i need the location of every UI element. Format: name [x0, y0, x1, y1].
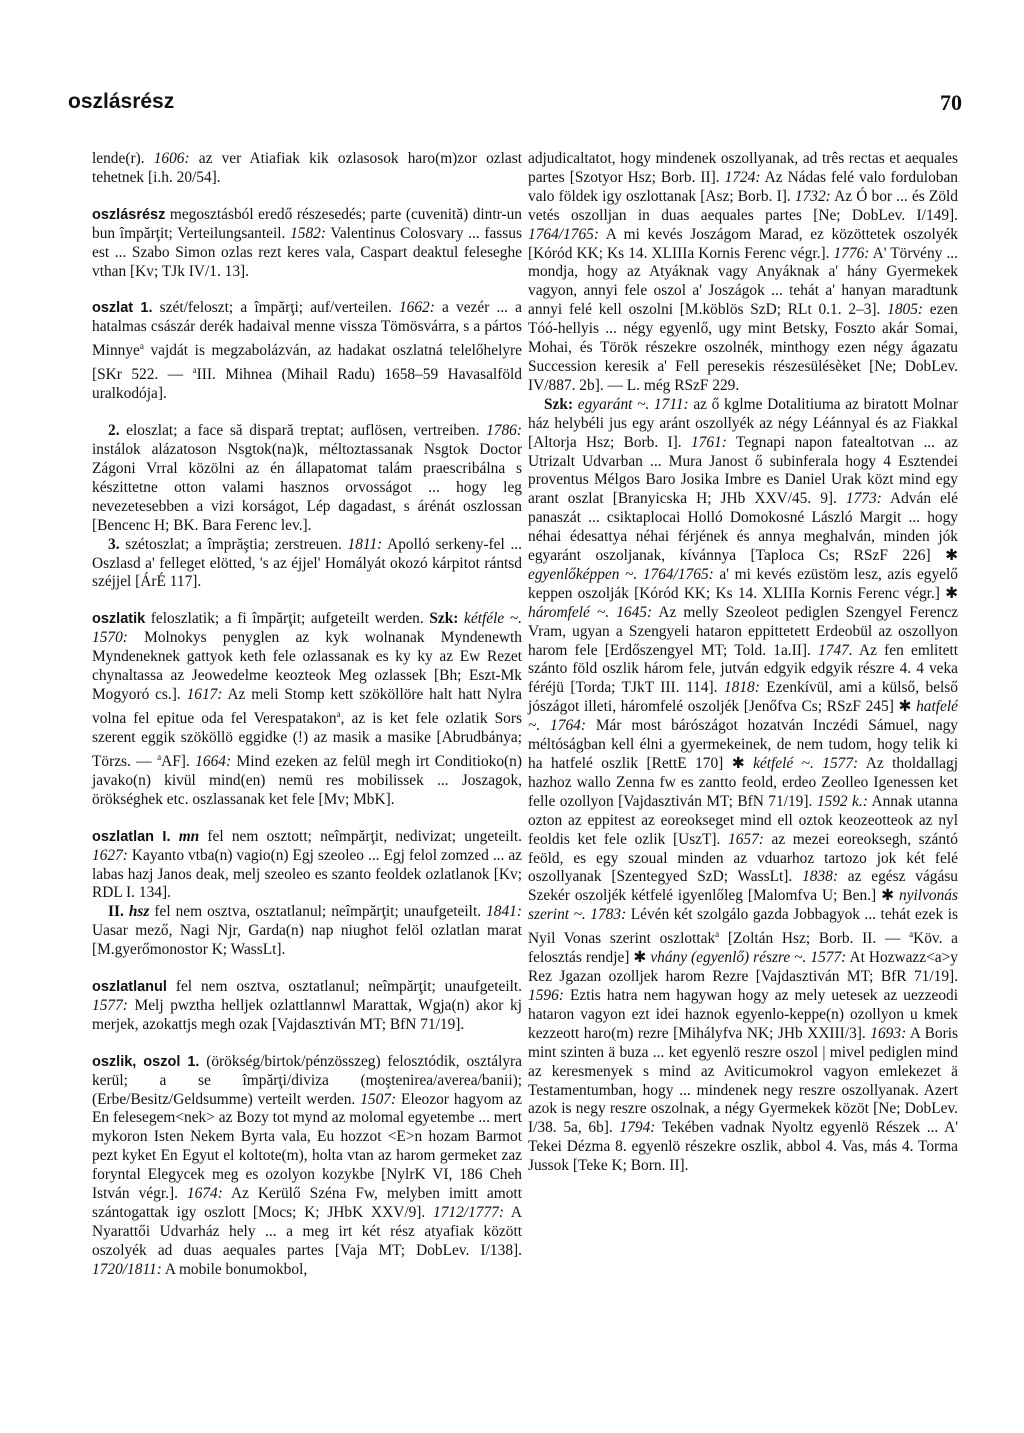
- citation-date: nyilvonás szerint ~.: [528, 887, 958, 924]
- citation-date: 1664:: [195, 752, 232, 770]
- citation-date: 1805:: [887, 301, 924, 319]
- citation-date: vhány (egyenlő) részre ~.: [650, 949, 807, 967]
- part-of-speech: mn: [178, 827, 200, 845]
- citation-date: 1712/1777:: [433, 1204, 504, 1221]
- sense-paragraph: [92, 903, 522, 960]
- entry-text: eloszlat; a face să dispară treptat; auflösen, vertreiben.: [119, 422, 487, 440]
- entry-text: A mobile bonumokbol,: [161, 1260, 308, 1278]
- entry-text: szétoszlat; a împrăştia; zerstreuen.: [119, 535, 348, 553]
- entry-text: Az Kerülő Széna Fw, melyben imitt amott szántogattak igy oszlott [Mocs; K; JHbK XXV/9].: [92, 1185, 522, 1221]
- entry-text: [Zoltán Hsz; Borb. II. —: [719, 930, 910, 948]
- entry-text: szét/feloszt; a împărţi; auf/verteilen.: [152, 299, 399, 317]
- sense-paragraph: [92, 422, 522, 535]
- entry-text: Kayanto vtba(n) vagio(n) Egj szeoleo ... Egj felol zomzed ... az labas hazj Janos deak, melj szeoleo es szanto feoldek ozlatlanok [Kv; RDL I. 134].: [92, 846, 522, 902]
- citation-date: 1693:: [870, 1024, 907, 1042]
- dictionary-entry: [92, 978, 522, 1035]
- citation-date: 1783:: [590, 906, 627, 924]
- footnote-marker: a: [715, 929, 720, 940]
- entry-text: adjudicaltatot, hogy mindenek oszollyanak, ad três rectas et aequales partes [Szotyor Hsz; Borb. II].: [528, 150, 958, 186]
- lemma: oszlatlan I.: [92, 828, 171, 845]
- citation-date: 1570:: [92, 629, 128, 647]
- entry-text: Uasar mező, Nagi Njr, Garda(n) nap niughot felöl ozlatlan marat [M.gyerőmonostor K; WassLt].: [92, 922, 522, 959]
- entry-text: Annak utanna ozton az eppitest az eoreokseget mind ell oztok keozeotteok az nyl feoldis ket fele ozlik [UszT].: [528, 792, 959, 848]
- citation-date: 1811:: [347, 535, 383, 553]
- entry-text: Tekében vadnak Nyoltz egyenlö Részek ... A' Tekei Dézma 8. egyenlö részekre oszlik, abbol 4. Vas, más 4. Torma Jussok [Teke K; Born. II].: [528, 1119, 959, 1175]
- citation-date: 1747.: [818, 641, 853, 659]
- entry-text: Eleozor hagyom az En felesegem<nek> az Bozy tot mynd az molomal egyetembe ... mert mykoron Isten Nekem Byrta vala, Eu hozzot <E>n hozam Barmot pezt kyket En Egyut el koltote(m), holta vtan az harom germeket zaz foryntal Elegycek meg es ozolyon kozykbe [NylrK VI, 186 Cheh István végr.].: [92, 1090, 522, 1203]
- entry-text: Mind ezeken az felül megh irt Conditioko(n) javako(n) kivül mind(en) nemü res mobilissek ... Joszagok, örökséghek etc. oszlassanak ket fele [Mv; MbK].: [92, 752, 522, 808]
- label-bold: II.: [108, 903, 124, 921]
- footnote-marker: a: [192, 365, 197, 376]
- entry-text: (örökség/birtok/pénzösszeg) felosztódik, osztályra kerül; a se împărţi/diviza (moştenirea/averea/banii); (Erbe/Besitz/Geldsumme) verteilt werden.: [92, 1052, 522, 1108]
- lemma: oszlásrész: [92, 206, 166, 223]
- dictionary-entry: [92, 206, 522, 282]
- dictionary-entry: [92, 150, 522, 188]
- entry-text: lende(r).: [92, 150, 154, 167]
- entry-text: az egész vágásu Szekér oszoljék kétfelé igyenlőleg [Malomfva U; Ben.] ✱: [528, 868, 959, 905]
- citation-date: 1818:: [723, 679, 760, 697]
- entry-text: A' Törvény ... mondja, hogy az Atyáknak vagy Anyáknak a' hány Gyermekek vagyon, annyi fele oszol a' Joszágok ... tehát a' hanyan maradtunk annyi felé kell oszolni [M.köblös SzD; RLt 0.1. 2–3].: [528, 244, 958, 319]
- footnote-marker: a: [139, 341, 144, 352]
- entry-text: az mezei eoreoksegh, szántó feöld, es egy szoual minden az vduarhoz tartozo jok két felé oszollyanak [Szentegyed SzD; WassLt].: [528, 830, 959, 886]
- entry-text: AF].: [161, 752, 196, 770]
- entry-text: az ő kglme Dotalitiuma az biratott Molnar ház helybéli jus egy aránt oszollyék az négy Léánnyal és az Fiakkal [Altorja Hsz; Borb. I].: [528, 395, 958, 451]
- lemma: oszlatlanul: [92, 979, 167, 996]
- citation-date: 1764/1765:: [528, 225, 599, 243]
- right-column: [528, 150, 958, 1176]
- entry-text: Az tholdallagj hazhoz wallo Zenna fw es zantto feold, erdeo Zeolleo Igenessen ket felle ozollyon [Vajdasztiván MT; BfN 71/19].: [528, 755, 958, 810]
- citation-date: 1617:: [186, 686, 223, 703]
- dictionary-entry: [92, 828, 522, 904]
- entry-text: At Hozwazz<a>y Rez Jgazan ozolljek harom Rezre [Vajdasztiván MT; BfR 71/19].: [528, 949, 958, 986]
- entry-text: Az fen emlitett szánto föld oszlik három fele, jutván edgyik edgyik részre 4. 4 veka féréjü [Torda; TJkT III. 114].: [528, 641, 958, 697]
- citation-date: 1776:: [833, 244, 870, 262]
- entry-text: Az melly Szeoleot pediglen Szengyel Ferencz Vram, ugyan a Szengyeli hataron eppittetett Erdeobül az oszollyon harom fele [Erdőszengyel MT; Told. 1a.II].: [528, 603, 958, 659]
- footnote-marker: a: [909, 929, 914, 940]
- citation-date: egyenlőképpen ~.: [528, 565, 638, 583]
- citation-date: kétféle ~.: [464, 610, 522, 628]
- entry-text: Az meli Stomp kett szököllöre halt hatt Nylra volna fel epitue oda fel Verespatakon: [92, 686, 523, 728]
- sense-paragraph: [92, 536, 522, 593]
- dictionary-entry: [92, 610, 522, 809]
- entry-text: Tegnapi napon fatealtotvan ... az Utrizalt Udvarban ... Mura Janost ő subinferala hogy 4 Esztendei proventus Mélgos Baro Josika Imbre es Daniel Urak közt mind egy arant oszlat [Branyicska H; JHb XXV/45. 9].: [528, 433, 958, 508]
- citation-date: 1592 k.:: [816, 792, 868, 810]
- entry-text: A Nyarattői Udvarház hely ... a meg irt két rész atyafiak között oszolyék ad duas aequales partes [Vaja MT; DobLev. I/138].: [92, 1204, 522, 1259]
- entry-text: a' mi kevés ezüstöm lesz, azis egyelő keppen oszolják [Kóród KK; Ks 14. XLIIIa Kornis Ferenc végr.] ✱: [528, 565, 958, 602]
- entry-text: [540, 717, 550, 734]
- citation-date: 1794:: [619, 1119, 656, 1137]
- entry-text: Adván elé panaszát ... csiktaplocai Holló Domokosné László Margit ... hogy néhai édesattya néhai férjének és annya meghalván, minden jók egyaránt oszoljanak, kívánnya [Taploca Cs; RSzF 226] ✱: [528, 490, 958, 565]
- citation-date: hatfelé ~.: [528, 698, 958, 735]
- entry-text: [814, 755, 822, 772]
- lemma: oszlat 1.: [92, 300, 153, 317]
- citation-date: 1674:: [186, 1185, 223, 1203]
- citation-date: 1627:: [92, 846, 128, 864]
- citation-date: 1711:: [653, 395, 689, 413]
- citation-date: 1645:: [616, 603, 653, 621]
- entry-text: Lévén két szolgálo gazda Jobbagyok ... tehát ezek is Nyil Vonas szerint oszlottak: [528, 906, 958, 948]
- citation-date: 1662:: [398, 299, 435, 317]
- citation-date: kétfelé ~.: [753, 755, 814, 772]
- entry-text: Eztis hatra nem hagywan hogy az mely uetesek az uezzeodi hataron vagyon ezt idei haznok egyenlo-keppe(n) ozollyon u kmek kezzeott haro(m) rezre [Mihályfva NK; JHb XXIII/3].: [528, 987, 958, 1042]
- entry-text: A mi kevés Joszágom Marad, ez közöttetek oszolyék [Kóród KK; Ks 14. XLIIIa Kornis Ferenc végr.].: [528, 225, 958, 262]
- citation-date: 1764/1765:: [642, 565, 714, 583]
- sense-paragraph: [528, 396, 958, 1176]
- label-bold: Szk:: [429, 610, 459, 628]
- entry-text: fel nem osztva, osztatlanul; neîmpărţit; unaufgeteilt.: [149, 903, 487, 921]
- citation-date: 1761:: [690, 433, 727, 451]
- citation-date: háromfelé ~.: [528, 603, 610, 621]
- citation-date: 1507:: [360, 1090, 397, 1108]
- citation-date: 1577:: [822, 755, 859, 772]
- page-number: 70: [940, 90, 962, 115]
- entry-text: , az is ket fele ozlatik Sors szerent eggik szököllö eggidke (!) az masik a masike [Abrudbánya; Törzs. —: [92, 710, 522, 770]
- citation-date: 1732:: [794, 187, 831, 205]
- citation-date: egyaránt ~.: [577, 395, 650, 413]
- footnote-marker: a: [336, 708, 341, 719]
- entry-text: Melj pwztha helljek ozlattlannwl Marattak, Wgja(n) akor kj merjek, azokattjs megh ozak [Vajdasztiván MT; BfN 71/19].: [92, 996, 522, 1033]
- lemma: oszlik, oszol 1.: [92, 1053, 200, 1070]
- citation-date: 1720/1811:: [92, 1260, 162, 1278]
- citation-date: 1841:: [486, 903, 522, 921]
- entry-text: fel nem osztott; neîmpărţit, nedivizat; ungeteilt.: [199, 827, 522, 845]
- citation-date: 1657:: [728, 830, 764, 848]
- citation-date: 1786:: [486, 422, 522, 440]
- entry-text: Valentinus Colosvary ... fassus est ... Szabo Simon ozlas rezt keres vala, Caspart deaktul feleseghe vthan [Kv; TJk IV/1. 13].: [92, 224, 522, 280]
- citation-date: 1577:: [810, 949, 847, 967]
- citation-date: 1724:: [724, 168, 761, 186]
- entry-text: III. Mihnea (Mihail Radu) 1658–59 Havasalföld uralkodója].: [92, 366, 522, 403]
- citation-date: 1773:: [845, 490, 882, 508]
- entry-text: Az Nádas felé valo forduloban valo földek igy oszlottanak [Asz; Borb. I].: [528, 168, 958, 205]
- entry-text: vajdát is megzabolázván, az hadakat oszlatná telelőhelyre [SKr 522. —: [92, 342, 522, 384]
- dictionary-entry: [92, 1053, 522, 1280]
- entry-text: ezen Tóó-hellyis ... négy egyenlő, ugy mint Betsky, Foszto akár Somai, Mohai, és Török részekre oszolnék, minthogy ezen négy ágazatu Succession keresik a' Fell peresekis részesülésèket [Ne; DobLev. IV/887. 2b]. — L. még RSzF 229.: [528, 301, 958, 394]
- entry-text: Már most bárószágot hozatván Inczédi Sámuel, nagy méltóságban kell élni a gyermekeinek, de nem tudom, hogy telik ki ha hatfelé oszlik [RettE 170] ✱: [528, 717, 958, 772]
- citation-date: 1582:: [290, 224, 326, 242]
- continued-entry: [528, 150, 958, 396]
- lemma: oszlatik: [92, 611, 146, 628]
- entry-text: Ezenkívül, ami a külső, belső jószágot illeti, háromfelé oszoljék [Jenőfva Cs; RSzF 245] ✱: [528, 679, 958, 716]
- running-head: [68, 90, 962, 120]
- entry-text: [170, 828, 178, 845]
- left-column: [92, 150, 522, 1298]
- entry-text: fel nem osztva, osztatlanul; neîmpărţit; unaufgeteilt.: [166, 978, 522, 996]
- entry-text: A Boris mint szinten ä buza ... ket egyenlö reszre oszol | mivel pediglen mind az keresmenyek s mind az Aviticumokrol vagyon emlekezet ä Testamentumban, hogy ... mindenek negy reszre oszollyanak. Azert azok is negy reszre oszolnak, a négy Gyermekek közöt [Ne; DobLev. I/38. 5a, 6b].: [528, 1024, 958, 1137]
- entry-text: megosztásból eredő részesedés; parte (cuvenită) dintr-un bun împărţit; Verteilungsanteil.: [92, 205, 522, 242]
- citation-date: 1606:: [153, 150, 190, 167]
- entry-text: feloszlatik; a fi împărţit; aufgeteilt werden.: [145, 610, 430, 628]
- running-headword: oszlásrész: [68, 90, 175, 113]
- label-bold: 2.: [108, 422, 120, 440]
- entry-text: Molnokys penyglen az kyk wolnanak Myndenewth Myndeneknek gattyok keth fele ozlassanak es ky ky az Ew Rezet chynaltassa az Jeowedelme keozteok Meg ozlassek [Bh; Eszt-Mk Mogyoró cs.].: [92, 629, 522, 703]
- citation-date: 1764:: [550, 717, 586, 735]
- entry-text: Az Ó bor ... és Zöld vetés oszolljan in duas aequales partes [Ne; DobLev. I/149].: [528, 187, 959, 224]
- entry-text: instálok alázatoson Nsgtok(na)k, méltoztassanak Nsgtok Doctor Zágoni Vrral közölni az én állapatomat talám praescribálna s készittetne otton valami hasznos orvosságot ... hogy leg nevezetesebben a vizi korságot, Lép dagadast, s árénát oszlossan [Bencenc H; BK. Bara Ferenc lev.].: [92, 441, 522, 534]
- footnote-marker: a: [157, 751, 162, 762]
- part-of-speech: hsz: [128, 903, 150, 921]
- dictionary-entry: [92, 299, 522, 404]
- label-bold: 3.: [108, 535, 120, 553]
- entry-text: Apolló serkeny-fel ... Oszlasd a' felleget elötted, 's az éjjel' Homályát okozó kárpitot rántsd széjjel [ÁrÉ 117].: [92, 535, 522, 591]
- citation-date: 1838:: [802, 868, 838, 886]
- citation-date: 1596:: [528, 987, 564, 1004]
- entry-text: az ver Atiafiak kik ozlasosok haro(m)zor ozlast tehetnek [i.h. 20/54].: [92, 150, 522, 186]
- citation-date: 1577:: [92, 996, 128, 1014]
- entry-text: a vezér ... a hatalmas császár derék hadaival menne vissza Tömösvárra, s a pártos Minnye: [92, 299, 522, 360]
- entry-text: Köv. a felosztás rendje] ✱: [528, 930, 958, 967]
- label-bold: Szk:: [544, 395, 574, 413]
